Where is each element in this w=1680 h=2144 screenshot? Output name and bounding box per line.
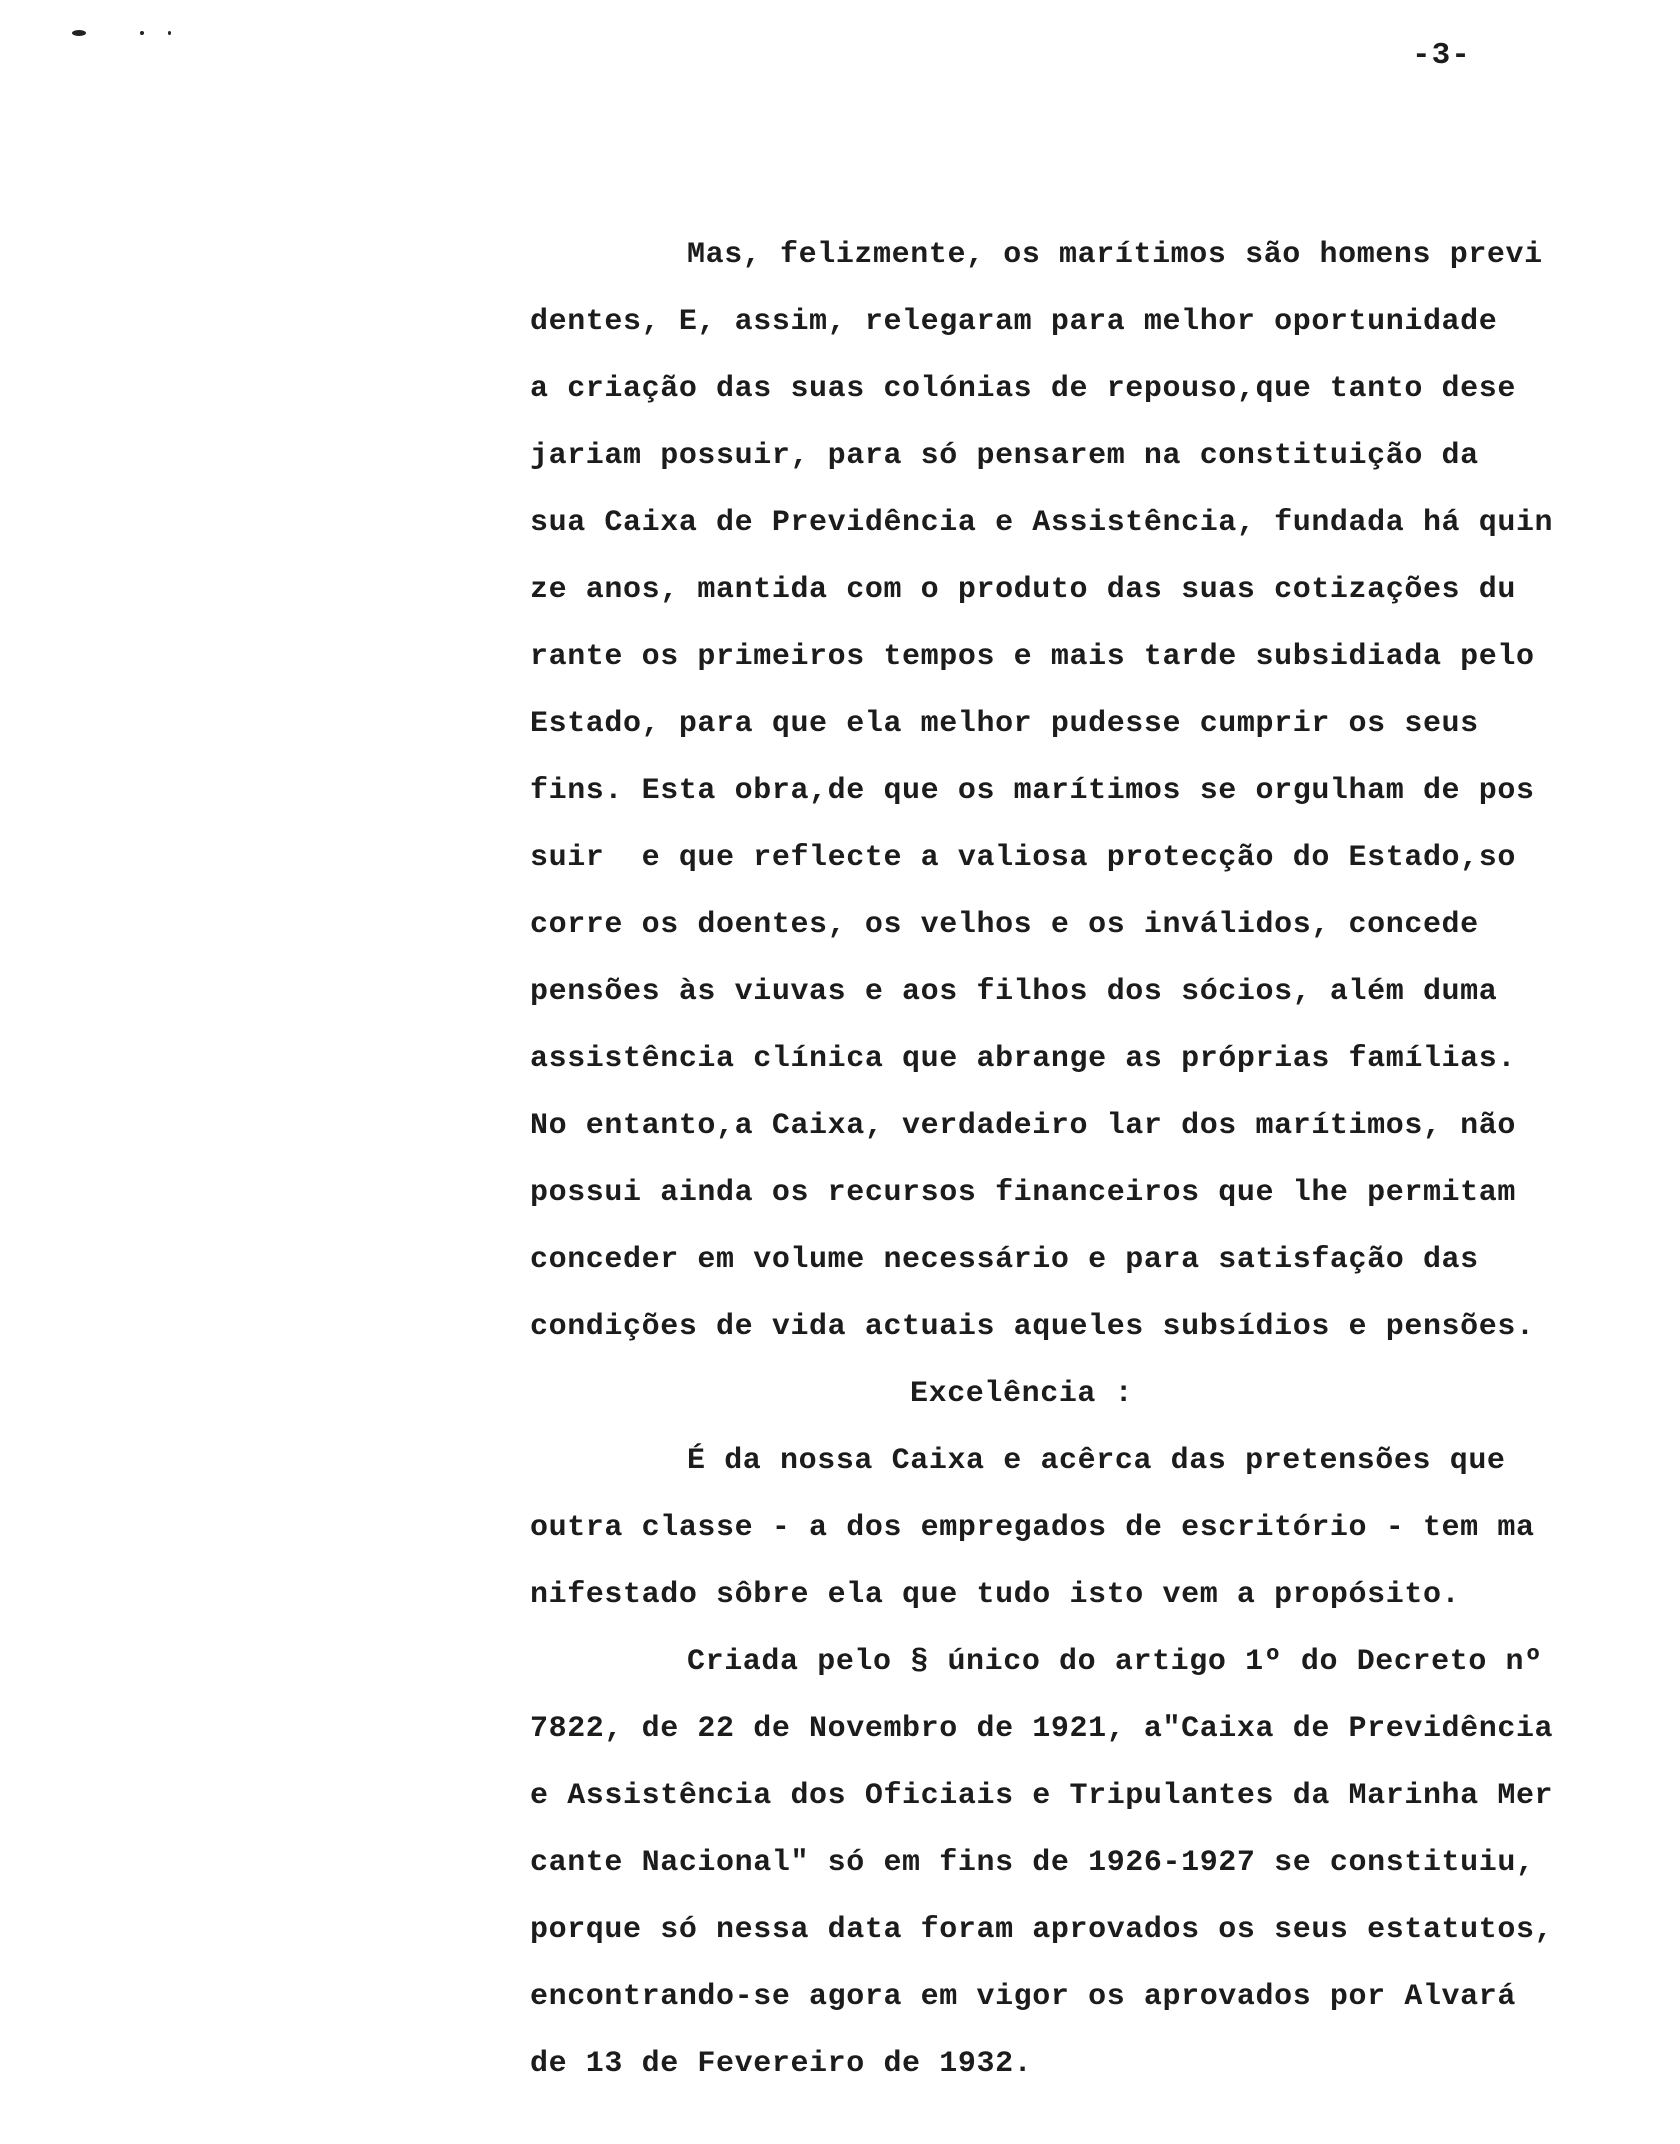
- text-line: Criada pelo § único do artigo 1º do Decreto nº: [687, 1645, 1543, 1679]
- text-line: Mas, felizmente, os marítimos são homens previ: [687, 238, 1543, 272]
- text-line: No entanto,a Caixa, verdadeiro lar dos marítimos, não: [530, 1109, 1516, 1143]
- text-line: possui ainda os recursos financeiros que lhe permitam: [530, 1176, 1516, 1210]
- text-line: conceder em volume necessário e para satisfação das: [530, 1243, 1479, 1277]
- ink-speck: [72, 30, 86, 36]
- ink-speck: [140, 31, 144, 35]
- text-line: fins. Esta obra,de que os marítimos se orgulham de pos: [530, 774, 1535, 808]
- text-line: a criação das suas colónias de repouso,que tanto dese: [530, 372, 1516, 406]
- salutation-heading: Excelência :: [910, 1377, 1134, 1411]
- text-line: corre os doentes, os velhos e os inválidos, concede: [530, 908, 1479, 942]
- ink-speck: [168, 31, 171, 35]
- text-line: 7822, de 22 de Novembro de 1921, a"Caixa de Previdência: [530, 1712, 1554, 1746]
- typed-body-text: [530, 232, 1660, 2108]
- text-line: ze anos, mantida com o produto das suas cotizações du: [530, 573, 1516, 607]
- text-line: outra classe - a dos empregados de escritório - tem ma: [530, 1511, 1535, 1545]
- text-line: suir e que reflecte a valiosa protecção do Estado,so: [530, 841, 1516, 875]
- text-line: dentes, E, assim, relegaram para melhor oportunidade: [530, 305, 1498, 339]
- page-number: -3-: [1412, 38, 1471, 73]
- text-line: porque só nessa data foram aprovados os seus estatutos,: [530, 1913, 1554, 1947]
- text-line: condições de vida actuais aqueles subsídios e pensões.: [530, 1310, 1535, 1344]
- text-line: cante Nacional" só em fins de 1926-1927 se constituiu,: [530, 1846, 1535, 1880]
- text-line: nifestado sôbre ela que tudo isto vem a propósito.: [530, 1578, 1461, 1612]
- text-line: assistência clínica que abrange as próprias famílias.: [530, 1042, 1516, 1076]
- text-line: pensões às viuvas e aos filhos dos sócios, além duma: [530, 975, 1498, 1009]
- text-line: de 13 de Fevereiro de 1932.: [530, 2047, 1033, 2081]
- text-line: É da nossa Caixa e acêrca das pretensões que: [687, 1444, 1506, 1478]
- text-line: encontrando-se agora em vigor os aprovados por Alvará: [530, 1980, 1516, 2014]
- text-line: e Assistência dos Oficiais e Tripulantes da Marinha Mer: [530, 1779, 1554, 1813]
- text-line: sua Caixa de Previdência e Assistência, fundada há quin: [530, 506, 1554, 540]
- text-line: jariam possuir, para só pensarem na constituição da: [530, 439, 1479, 473]
- text-line: Estado, para que ela melhor pudesse cumprir os seus: [530, 707, 1479, 741]
- text-line: rante os primeiros tempos e mais tarde subsidiada pelo: [530, 640, 1535, 674]
